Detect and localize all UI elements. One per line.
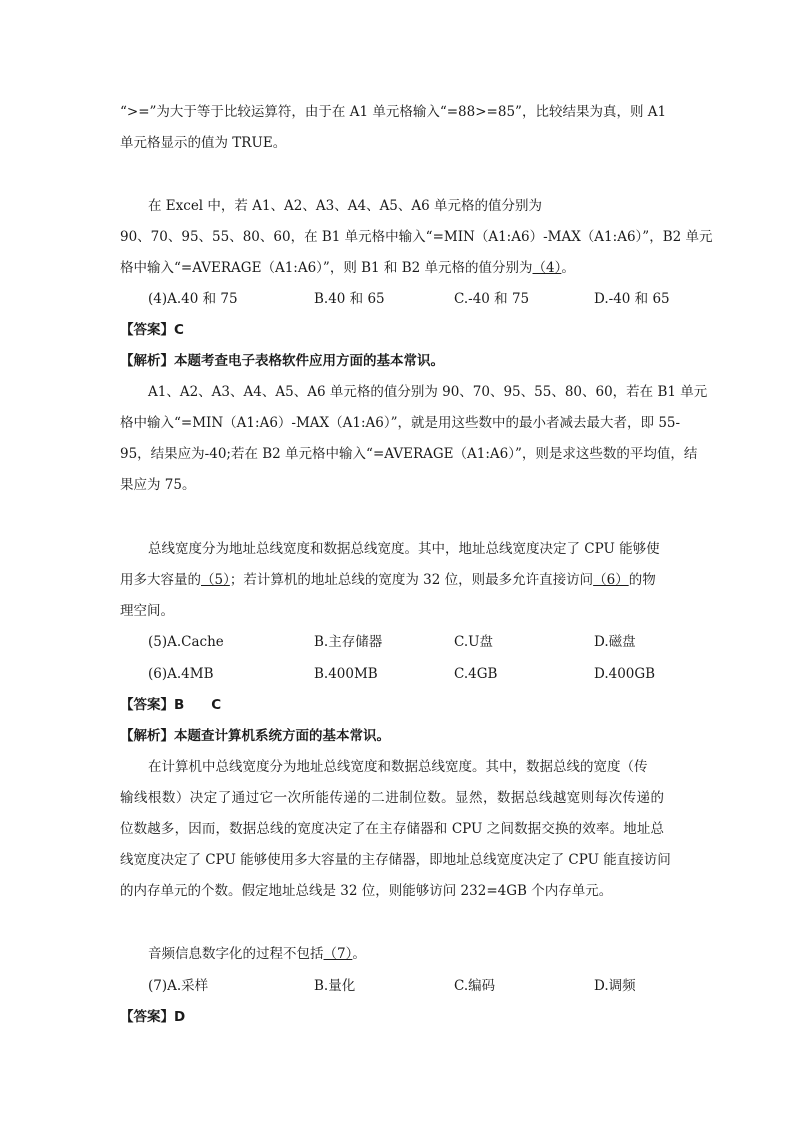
analysis-line: 输线根数）决定了通过它一次所能传递的二进制位数。显然，数据总线越宽则每次传递的 xyxy=(120,790,664,806)
answer-blank-7: （7） xyxy=(323,946,353,962)
option-c: C.编码 xyxy=(454,978,496,994)
option-c: C.-40 和 75 xyxy=(454,291,530,307)
answer-line xyxy=(120,320,184,340)
answer-value: B C xyxy=(174,697,222,713)
option-a: (5)A.Cache xyxy=(148,634,224,650)
analysis-heading xyxy=(120,351,444,371)
analysis-heading xyxy=(120,726,390,746)
option-d: D.调频 xyxy=(594,978,636,994)
answer-value: D xyxy=(174,1009,186,1025)
option-a: (6)A.4MB xyxy=(148,666,214,682)
answer-value: C xyxy=(174,322,184,338)
question-7-stem: 音频信息数字化的过程不包括（7）。 xyxy=(148,946,366,962)
option-d: D.磁盘 xyxy=(594,634,636,650)
option-b: B.量化 xyxy=(314,978,356,994)
analysis-line: 位数越多，因而，数据总线的宽度决定了在主存储器和 CPU 之间数据交换的效率。地址总 xyxy=(120,821,664,837)
analysis-line: 的内存单元的个数。假定地址总线是 32 位，则能够访问 232=4GB 个内存单元。 xyxy=(120,883,613,899)
analysis-title: 本题查计算机系统方面的基本常识。 xyxy=(174,728,390,744)
option-c: C.U盘 xyxy=(454,634,494,650)
question-5-stem: 用多大容量的（5）；若计算机的地址总线的宽度为 32 位，则最多允许直接访问（6）的物 xyxy=(120,572,656,588)
question-4-stem: 在 Excel 中，若 A1、A2、A3、A4、A5、A6 单元格的值分别为 xyxy=(148,198,543,214)
option-a: (4)A.40 和 75 xyxy=(148,291,238,307)
paragraph-line: “>=”为大于等于比较运算符，由于在 A1 单元格输入“=88>=85”，比较结果为真，则 A1 xyxy=(120,104,667,120)
analysis-label: 【解析】 xyxy=(120,353,174,369)
option-d: D.-40 和 65 xyxy=(594,291,670,307)
question-4-stem: 格中输入“=AVERAGE（A1:A6）”，则 B1 和 B2 单元格的值分别为（4）。 xyxy=(120,260,575,276)
option-c: C.4GB xyxy=(454,666,498,682)
option-b: B.40 和 65 xyxy=(314,291,385,307)
answer-blank-4: （4） xyxy=(532,260,562,276)
question-5-stem: 理空间。 xyxy=(120,603,174,619)
answer-label: 【答案】 xyxy=(120,1009,174,1025)
option-d: D.400GB xyxy=(594,666,656,682)
question-5-options xyxy=(148,632,708,652)
answer-label: 【答案】 xyxy=(120,322,174,338)
analysis-line: 在计算机中总线宽度分为地址总线宽度和数据总线宽度。其中，数据总线的宽度（传 xyxy=(148,759,648,775)
analysis-line: 95，结果应为-40;若在 B2 单元格中输入“=AVERAGE（A1:A6）”，则是求这些数的平均值，结 xyxy=(120,446,698,462)
option-a: (7)A.采样 xyxy=(148,978,209,994)
analysis-title: 本题考查电子表格软件应用方面的基本常识。 xyxy=(174,353,444,369)
question-4-stem: 90、70、95、55、80、60，在 B1 单元格中输入“=MIN（A1:A6）-MAX（A1:A6）”，B2 单元 xyxy=(120,229,713,245)
answer-line xyxy=(120,1007,185,1027)
analysis-line: 格中输入“=MIN（A1:A6）-MAX（A1:A6）”，就是用这些数中的最小者减去最大者，即 55- xyxy=(120,415,681,431)
option-b: B.400MB xyxy=(314,666,378,682)
answer-blank-5: （5） xyxy=(201,572,230,588)
option-b: B.主存储器 xyxy=(314,634,383,650)
analysis-line: 果应为 75。 xyxy=(120,477,196,493)
answer-label: 【答案】 xyxy=(120,697,174,713)
question-7-options xyxy=(148,976,708,996)
question-4-options xyxy=(148,289,708,309)
answer-blank-6: （6） xyxy=(593,572,629,588)
analysis-line: A1、A2、A3、A4、A5、A6 单元格的值分别为 90、70、95、55、80、60，若在 B1 单元 xyxy=(148,384,708,400)
analysis-label: 【解析】 xyxy=(120,728,174,744)
analysis-line: 线宽度决定了 CPU 能够使用多大容量的主存储器，即地址总线宽度决定了 CPU 能直接访问 xyxy=(120,852,671,868)
question-6-options xyxy=(148,664,708,684)
answer-line xyxy=(120,695,221,715)
question-5-stem: 总线宽度分为地址总线宽度和数据总线宽度。其中，地址总线宽度决定了 CPU 能够使 xyxy=(148,541,660,557)
paragraph-line: 单元格显示的值为 TRUE。 xyxy=(120,135,287,151)
